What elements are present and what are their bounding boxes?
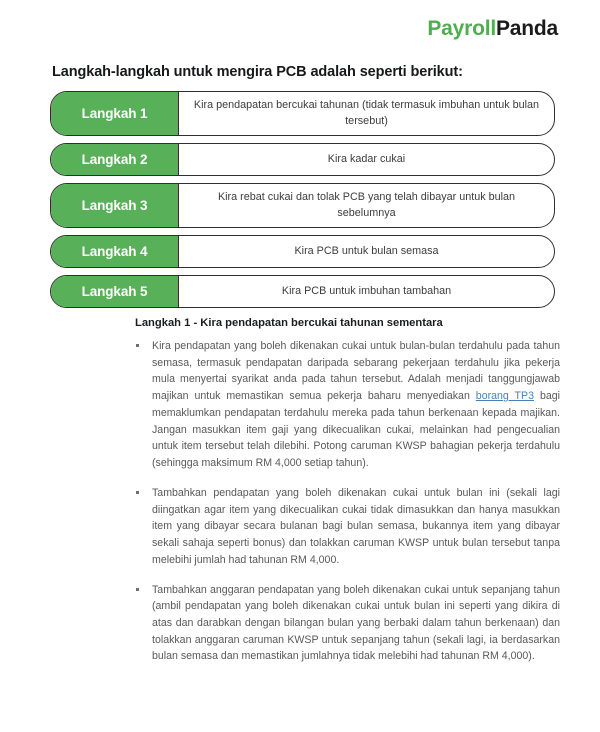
step-badge-5: Langkah 5 [51, 276, 179, 307]
page-title: Langkah-langkah untuk mengira PCB adalah seperti berikut: [52, 64, 463, 80]
logo-text-panda: Panda [495, 17, 558, 40]
borang-tp3-link[interactable]: borang TP3 [475, 390, 534, 403]
step-badge-2: Langkah 2 [51, 144, 179, 175]
page-header [0, 0, 600, 58]
list-item [134, 582, 560, 666]
section-title: Langkah 1 - Kira pendapatan bercukai tahunan sementara [135, 317, 443, 329]
step-description-2: Kira kadar cukai [327, 152, 406, 165]
bullet-2-text: Tambahkan pendapatan yang boleh dikenakan cukai untuk bulan ini (sekali lagi diingatkan agar item yang dikecualikan cukai tidak dimasukkan dan hanya masukkan item yang dibayar secara bulanan bagi bulan semasa, bukannya item yang dibayar sekali sahaja seperti bonus) dan tolakkan caruman KWSP untuk bulan tersebut tanpa melebihi jumlah had tahunan RM 4,000. [152, 486, 560, 566]
list-item [134, 485, 560, 569]
step-row [50, 143, 555, 176]
bullet-1-text-before-link: Kira pendapatan yang boleh dikenakan cukai untuk bulan-bulan terdahulu pada tahun semasa, termasuk pendapatan daripada sebarang pekerjaan terdahulu jika pekerja mula menyertai syarikat anda pada tahun tersebut. Adalah menjadi tanggungjawab majikan untuk memastikan semua pekerja baharu menyediakan [152, 340, 560, 403]
list-item [134, 338, 560, 472]
bullet-1-text-after-link: bagi memaklumkan pendapatan terdahulu mereka pada tahun berkenaan kepada majikan. Jangan masukkan item gaji yang dikecualikan cukai, melainkan had pengecualian untuk item tersebut telah dilebihi. Potong caruman KWSP bahagian pekerja terdahulu (sehingga maksimum RM 4,000 setiap tahun). [152, 390, 560, 470]
payrollpanda-logo[interactable] [427, 17, 558, 41]
step-badge-4: Langkah 4 [51, 236, 179, 267]
bullet-list [0, 338, 600, 665]
steps-list [50, 91, 555, 308]
logo-text-payroll: Payroll [427, 17, 496, 40]
step-row [50, 183, 555, 228]
step-description-5: Kira PCB untuk imbuhan tambahan [281, 284, 452, 297]
step-row [50, 275, 555, 308]
step-badge-3: Langkah 3 [51, 184, 179, 227]
step-description-4: Kira PCB untuk bulan semasa [294, 244, 439, 257]
step-row [50, 235, 555, 268]
step-row [50, 91, 555, 136]
step-badge-1: Langkah 1 [51, 92, 179, 135]
step-description-1: Kira pendapatan bercukai tahunan (tidak termasuk imbuhan untuk bulan tersebut) [193, 99, 540, 127]
step-description-3: Kira rebat cukai dan tolak PCB yang telah dibayar untuk bulan sebelumnya [217, 191, 516, 219]
bullet-3-text: Tambahkan anggaran pendapatan yang boleh dikenakan cukai untuk sepanjang tahun (ambil pendapatan yang boleh dikenakan cukai untuk bulan ini seperti yang dikira di atas dan darabkan dengan bilangan bulan yang berbaki dalam tahun berkenaan) dan tolakkan anggaran caruman KWSP untuk sepanjang tahun (sekali lagi, ia berdasarkan bulan semasa dan memastikan jumlahnya tidak melebihi had tahunan RM 4,000). [152, 583, 560, 663]
